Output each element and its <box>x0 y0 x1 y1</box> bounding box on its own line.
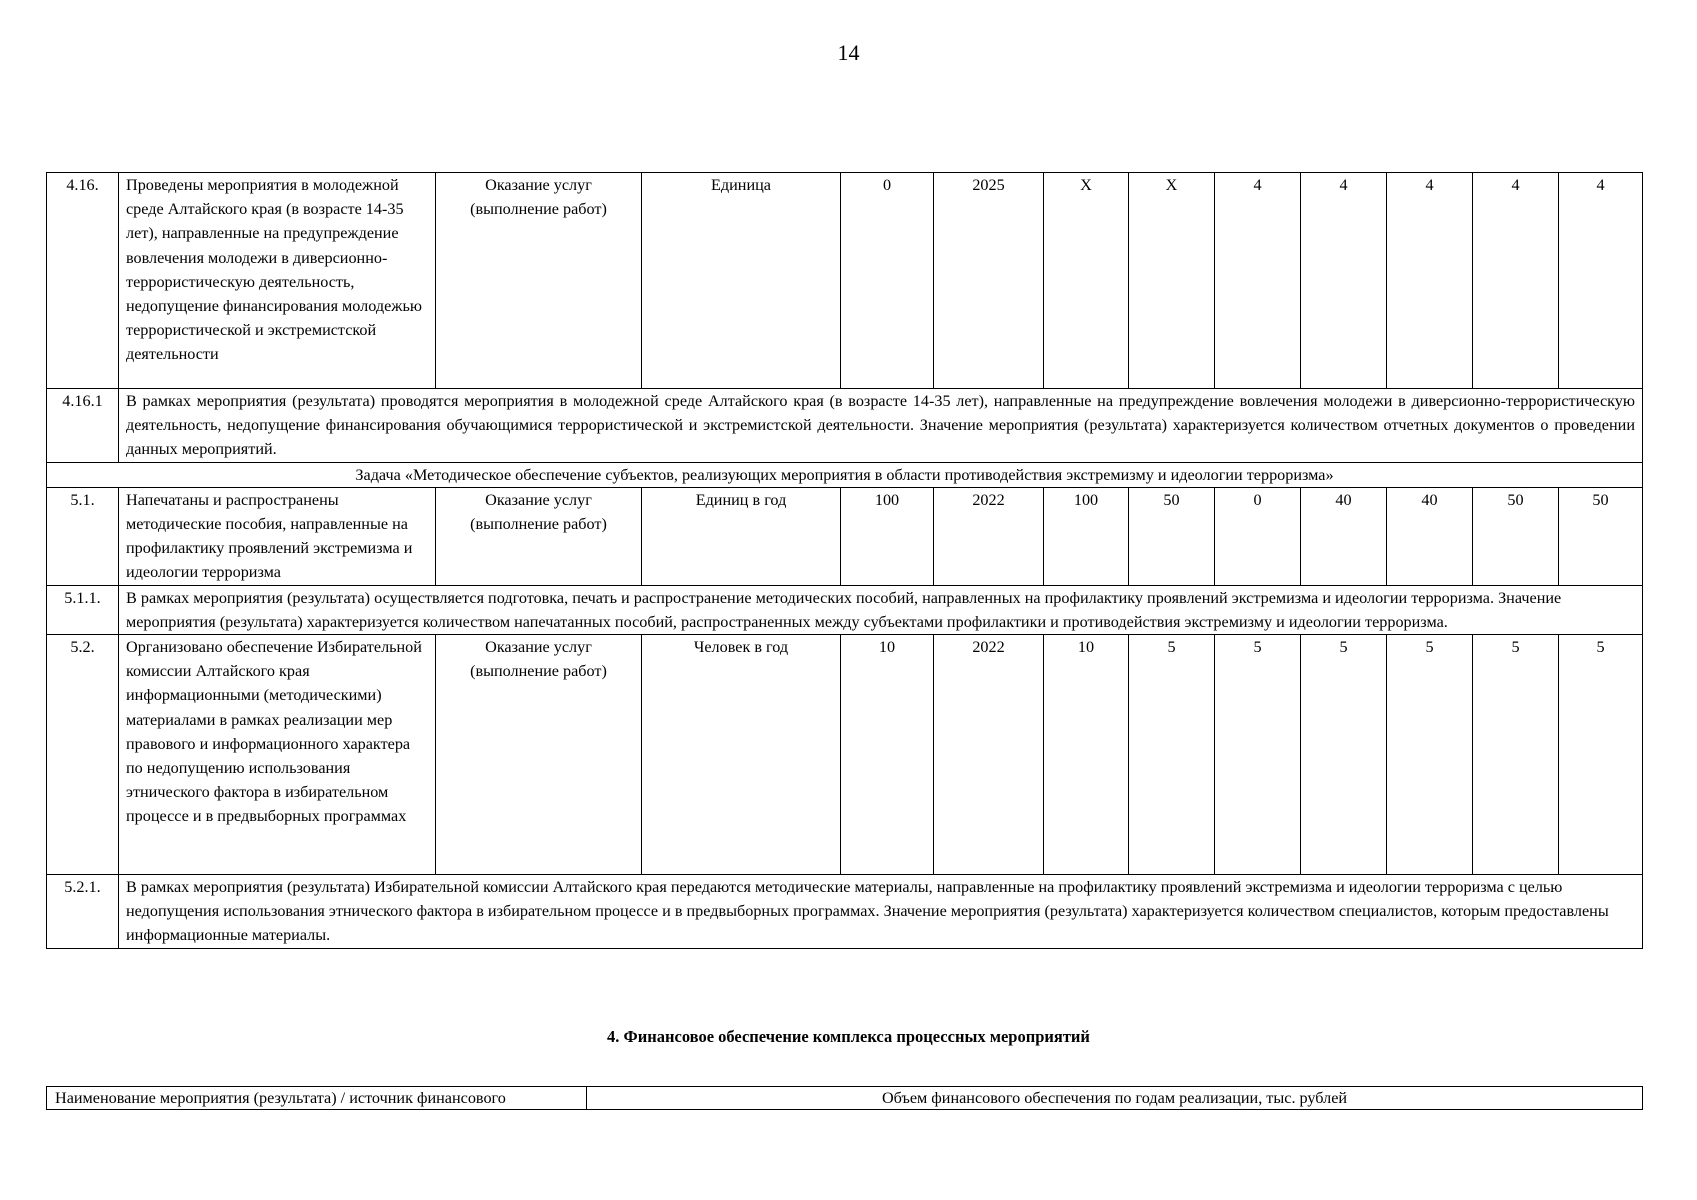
row-number: 5.1.1. <box>47 585 119 634</box>
measure-unit: Единица <box>642 173 841 389</box>
value-cell: 5 <box>1129 635 1215 875</box>
row-number: 5.1. <box>47 487 119 585</box>
value-cell: 0 <box>1215 487 1301 585</box>
measure-kind: Оказание услуг (выполнение работ) <box>436 635 642 875</box>
value-cell: 4 <box>1215 173 1301 389</box>
table-row <box>47 462 1643 487</box>
base-value: 100 <box>841 487 934 585</box>
value-cell: 50 <box>1559 487 1643 585</box>
page-number: 14 <box>837 40 860 65</box>
table-row <box>47 635 1643 875</box>
value-cell: 5 <box>1473 635 1559 875</box>
measure-name: Организовано обеспечение Избирательной комиссии Алтайского края информационными (методическими) материалами в рамках реализации мер правового и информационного характера по недопущению использования этнического фактора в избирательном процессе и в предвыборных программах <box>119 635 436 875</box>
value-cell: 50 <box>1473 487 1559 585</box>
measure-name: Напечатаны и распространены методические пособия, направленные на профилактику проявлений экстремизма и идеологии терроризма <box>119 487 436 585</box>
table-row <box>47 173 1643 389</box>
measure-kind: Оказание услуг (выполнение работ) <box>436 173 642 389</box>
section-title: 4. Финансовое обеспечение комплекса процессных мероприятий <box>607 1027 1090 1046</box>
table-row <box>47 585 1643 634</box>
value-cell: 10 <box>1044 635 1129 875</box>
base-year: 2022 <box>934 635 1044 875</box>
base-year: 2022 <box>934 487 1044 585</box>
measure-description: В рамках мероприятия (результата) осуществляется подготовка, печать и распространение методических пособий, направленных на профилактику проявлений экстремизма и идеологии терроризма. Значение мероприятия (результата) характеризуется количеством напечатанных пособий, распространенных между субъектами профилактики и противодействия экстремизму и идеологии терроризма. <box>119 585 1643 634</box>
base-value: 0 <box>841 173 934 389</box>
row-number: 5.2. <box>47 635 119 875</box>
task-heading: Задача «Методическое обеспечение субъектов, реализующих мероприятия в области противодействия экстремизму и идеологии терроризма» <box>47 462 1643 487</box>
value-cell: 40 <box>1301 487 1387 585</box>
financing-table-header <box>46 1086 1643 1110</box>
base-value: 10 <box>841 635 934 875</box>
indicators-table <box>46 172 1643 949</box>
measure-unit: Единиц в год <box>642 487 841 585</box>
row-number: 4.16. <box>47 173 119 389</box>
measure-kind: Оказание услуг (выполнение работ) <box>436 487 642 585</box>
table-row <box>47 487 1643 585</box>
measure-unit: Человек в год <box>642 635 841 875</box>
value-cell: Х <box>1044 173 1129 389</box>
value-cell: 4 <box>1473 173 1559 389</box>
measure-description: В рамках мероприятия (результата) Избирательной комиссии Алтайского края передаются методические материалы, направленные на профилактику проявлений экстремизма и идеологии терроризма с целью недопущения использования этнического фактора в избирательном процессе и в предвыборных программах. Значение мероприятия (результата) характеризуется количеством специалистов, которым предоставлены информационные материалы. <box>119 875 1643 949</box>
name-column-header: Наименование мероприятия (результата) / источник финансового <box>47 1087 587 1110</box>
table-row <box>47 875 1643 949</box>
table-row <box>47 1087 1643 1110</box>
measure-description: В рамках мероприятия (результата) проводятся мероприятия в молодежной среде Алтайского края (в возрасте 14-35 лет), направленные на предупреждение вовлечения молодежи в диверсионно-террористическую деятельность, недопущение финансирования обучающимися террористической и экстремистской деятельности. Значение мероприятия (результата) характеризуется количеством отчетных документов о проведении данных мероприятий. <box>119 389 1643 463</box>
value-cell: Х <box>1129 173 1215 389</box>
value-cell: 100 <box>1044 487 1129 585</box>
value-cell: 50 <box>1129 487 1215 585</box>
row-number: 4.16.1 <box>47 389 119 463</box>
value-cell: 40 <box>1387 487 1473 585</box>
value-cell: 5 <box>1301 635 1387 875</box>
measure-name: Проведены мероприятия в молодежной среде Алтайского края (в возрасте 14-35 лет), направленные на предупреждение вовлечения молодежи в диверсионно-террористическую деятельность, недопущение финансирования молодежью террористической и экстремистской деятельности <box>119 173 436 389</box>
value-cell: 5 <box>1387 635 1473 875</box>
value-cell: 5 <box>1215 635 1301 875</box>
value-cell: 4 <box>1301 173 1387 389</box>
value-cell: 4 <box>1387 173 1473 389</box>
value-cell: 5 <box>1559 635 1643 875</box>
value-cell: 4 <box>1559 173 1643 389</box>
base-year: 2025 <box>934 173 1044 389</box>
table-row <box>47 389 1643 463</box>
row-number: 5.2.1. <box>47 875 119 949</box>
volume-column-header: Объем финансового обеспечения по годам реализации, тыс. рублей <box>587 1087 1643 1110</box>
